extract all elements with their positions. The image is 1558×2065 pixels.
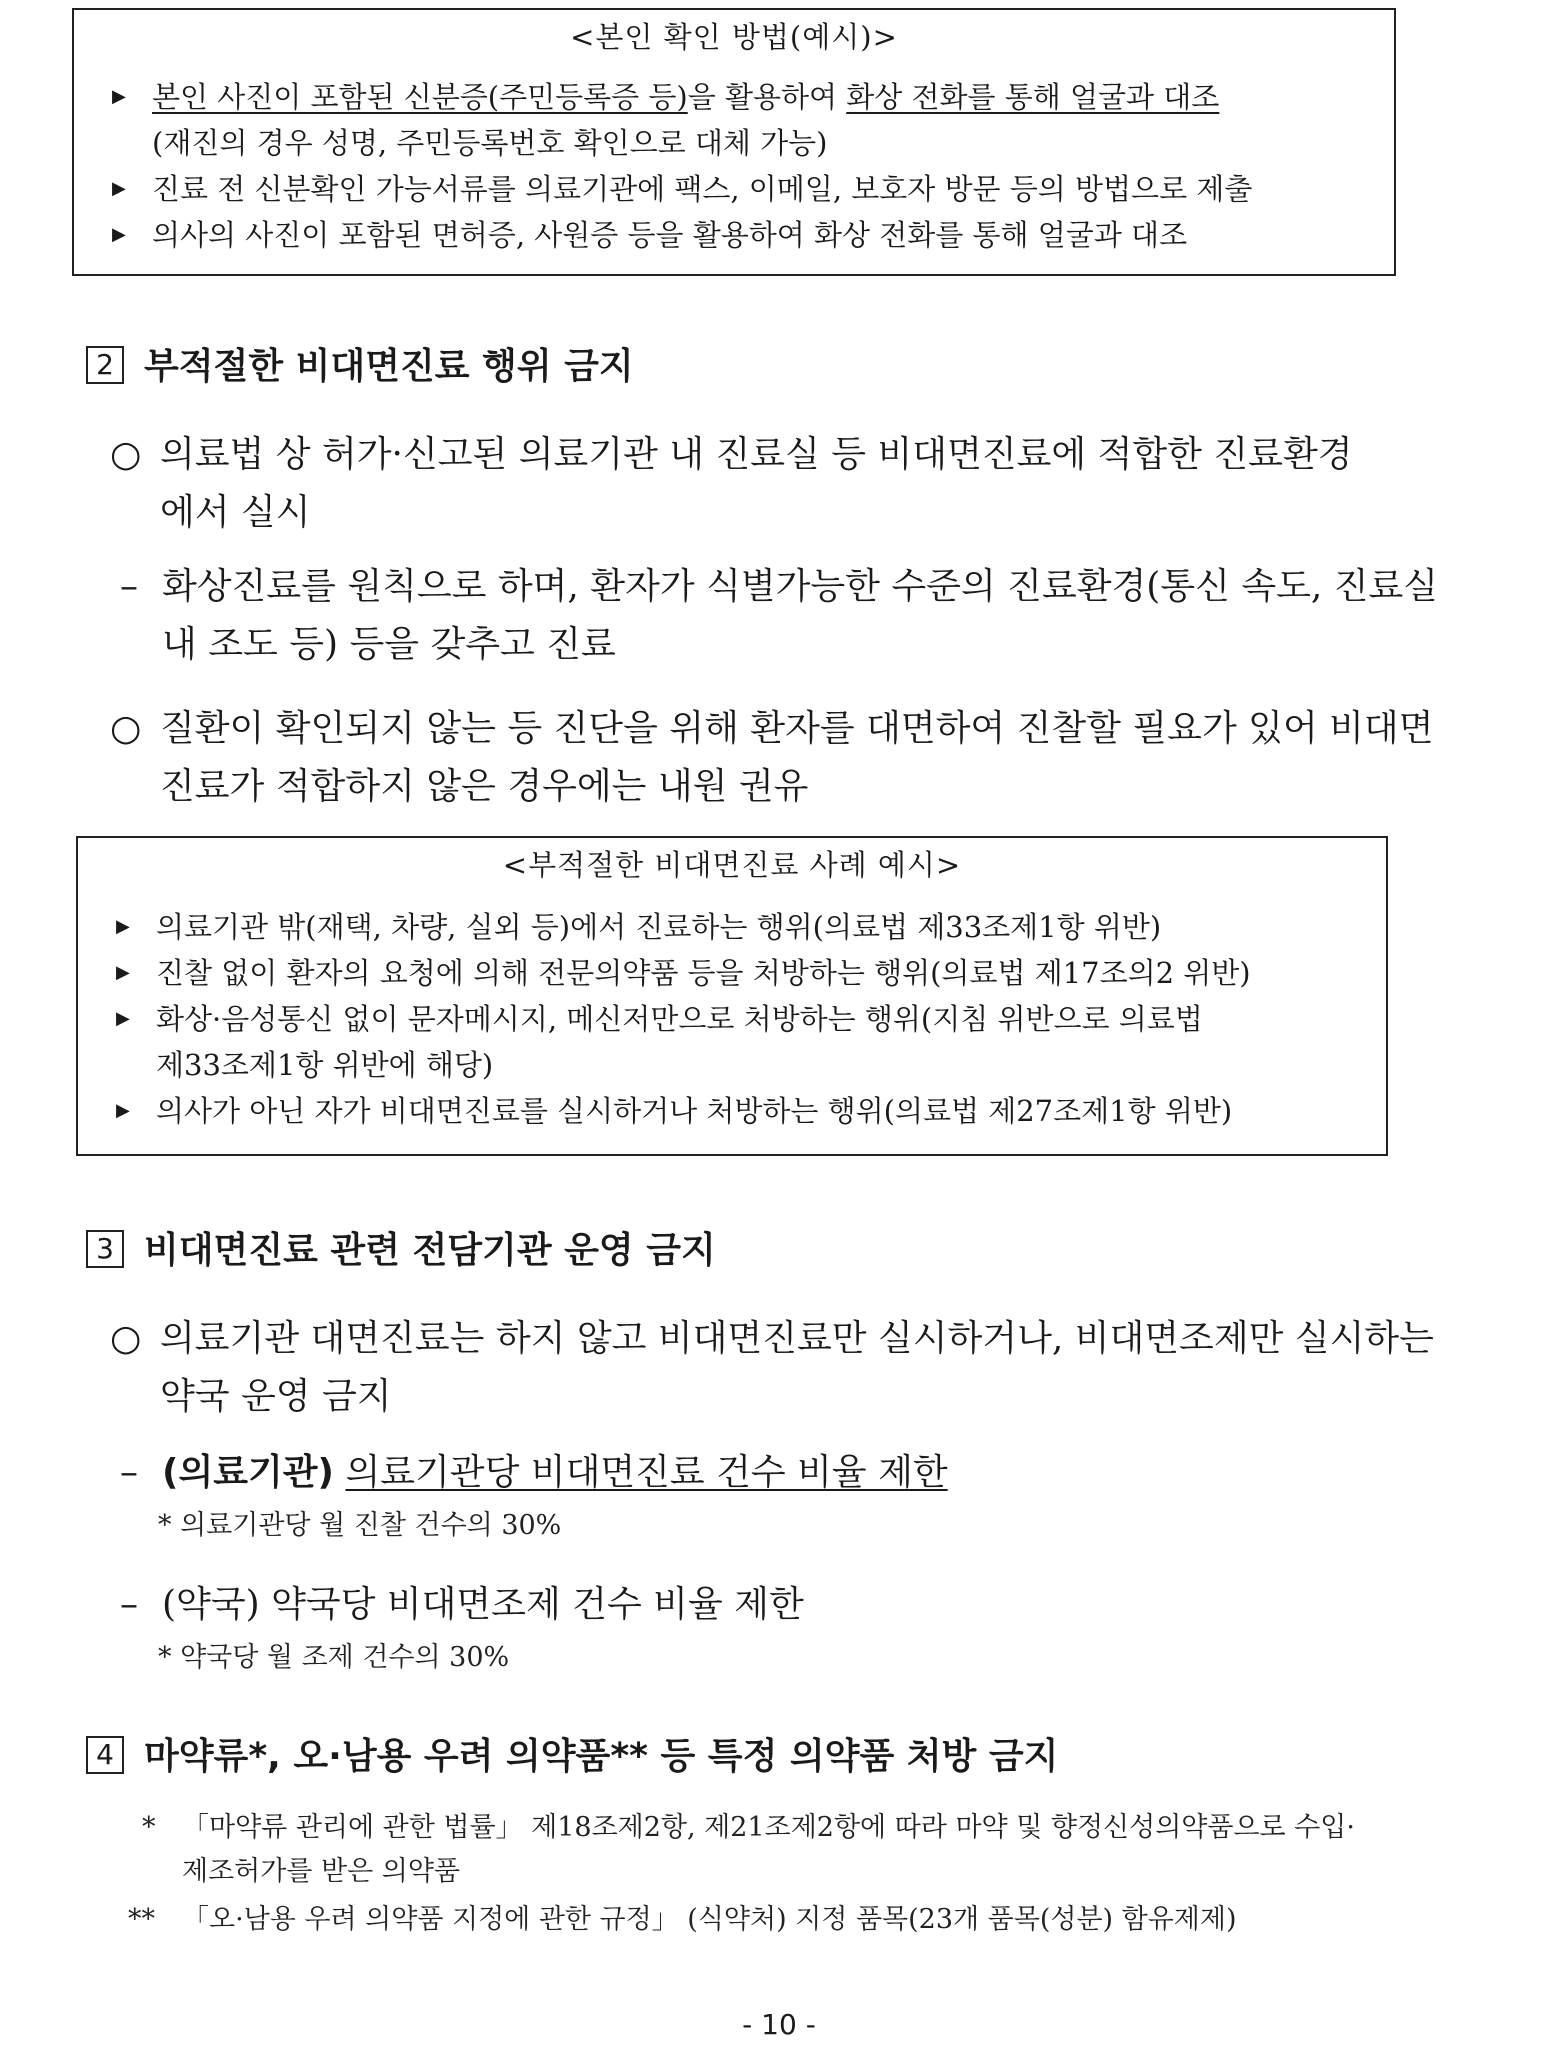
medical-institution-label: (의료기관) [162, 1452, 335, 1493]
box-item: ▶ 의사가 아닌 자가 비대면진료를 실시하거나 처방하는 행위(의료법 제27조제1항 위반) [78, 1088, 1386, 1134]
box-title: <본인 확인 방법(예시)> [570, 20, 898, 54]
inappropriate-cases-box [76, 836, 1388, 1156]
circle-paragraph: ○ 질환이 확인되지 않는 등 진단을 위해 환자를 대면하여 진찰할 필요가 있어 비대면 진료가 적합하지 않은 경우에는 내원 권유 [110, 700, 1434, 816]
circle-paragraph: ○ 의료법 상 허가·신고된 의료기관 내 진료실 등 비대면진료에 적합한 진료환경 에서 실시 [110, 426, 1353, 542]
circle-paragraph: ○ 의료기관 대면진료는 하지 않고 비대면진료만 실시하거나, 비대면조제만 실시하는 약국 운영 금지 [110, 1310, 1434, 1426]
box-item: ▶ 의사의 사진이 포함된 면허증, 사원증 등을 활용하여 화상 전화를 통해 얼굴과 대조 [74, 212, 1394, 258]
dash-bullet: – [120, 1452, 138, 1493]
triangle-bullet-icon: ▶ [116, 916, 130, 937]
triangle-bullet-icon: ▶ [116, 1100, 130, 1121]
box-item-continuation: 제33조제1항 위반에 해당) [156, 1048, 494, 1082]
section-heading: 4 마약류*, 오·남용 우려 의약품** 등 특정 의약품 처방 금지 [86, 1728, 1058, 1779]
box-item-continuation: (재진의 경우 성명, 주민등록번호 확인으로 대체 가능) [152, 126, 828, 160]
footnote: * 약국당 월 조제 건수의 30% [158, 1642, 510, 1673]
triangle-bullet-icon: ▶ [116, 962, 130, 983]
section-number-box: 2 [86, 346, 124, 384]
identity-check-box [72, 8, 1396, 276]
footnote: ** 「오·남용 우려 의약품 지정에 관한 규정」 (식약처) 지정 품목(23개 품목(성분) 함유제제) [128, 1904, 1237, 1935]
box-item: ▶ 본인 사진이 포함된 신분증(주민등록증 등)을 활용하여 화상 전화를 통해 얼굴과 대조 [74, 74, 1394, 120]
dash-paragraph: – 화상진료를 원칙으로 하며, 환자가 식별가능한 수준의 진료환경(통신 속도, 진료실 내 조도 등) 등을 갖추고 진료 [120, 558, 1438, 674]
box-item: ▶ 의료기관 밖(재택, 차량, 실외 등)에서 진료하는 행위(의료법 제33조제1항 위반) [78, 904, 1386, 950]
dash-paragraph: – (약국) 약국당 비대면조제 건수 비율 제한 [120, 1576, 804, 1634]
dash-paragraph: – (의료기관) 의료기관당 비대면진료 건수 비율 제한 [120, 1444, 948, 1502]
circle-bullet-icon: ○ [110, 1318, 142, 1359]
dash-bullet: – [120, 566, 138, 607]
dash-bullet: – [120, 1584, 138, 1625]
section-heading: 3 비대면진료 관련 전담기관 운영 금지 [86, 1222, 716, 1273]
triangle-bullet-icon: ▶ [116, 1008, 130, 1029]
box-title: <부적절한 비대면진료 사례 예시> [502, 848, 962, 882]
page-number: - 10 - [742, 2008, 816, 2041]
footnote: * 「마약류 관리에 관한 법률」 제18조제2항, 제21조제2항에 따라 마약 및 향정신성의약품으로 수입· 제조허가를 받은 의약품 [142, 1812, 1355, 1887]
box-item: ▶ 진료 전 신분확인 가능서류를 의료기관에 팩스, 이메일, 보호자 방문 등의 방법으로 제출 [74, 166, 1394, 212]
box-item: ▶ 화상·음성통신 없이 문자메시지, 메신저만으로 처방하는 행위(지침 위반으로 의료법 [78, 996, 1386, 1042]
box-item: ▶ 진찰 없이 환자의 요청에 의해 전문의약품 등을 처방하는 행위(의료법 제17조의2 위반) [78, 950, 1386, 996]
footnote: * 의료기관당 월 진찰 건수의 30% [158, 1510, 562, 1541]
circle-bullet-icon: ○ [110, 708, 142, 749]
triangle-bullet-icon: ▶ [112, 86, 126, 107]
section-number-box: 3 [86, 1230, 124, 1268]
section-heading: 2 부적절한 비대면진료 행위 금지 [86, 338, 634, 389]
circle-bullet-icon: ○ [110, 434, 142, 475]
triangle-bullet-icon: ▶ [112, 178, 126, 199]
triangle-bullet-icon: ▶ [112, 224, 126, 245]
section-number-box: 4 [86, 1736, 124, 1774]
